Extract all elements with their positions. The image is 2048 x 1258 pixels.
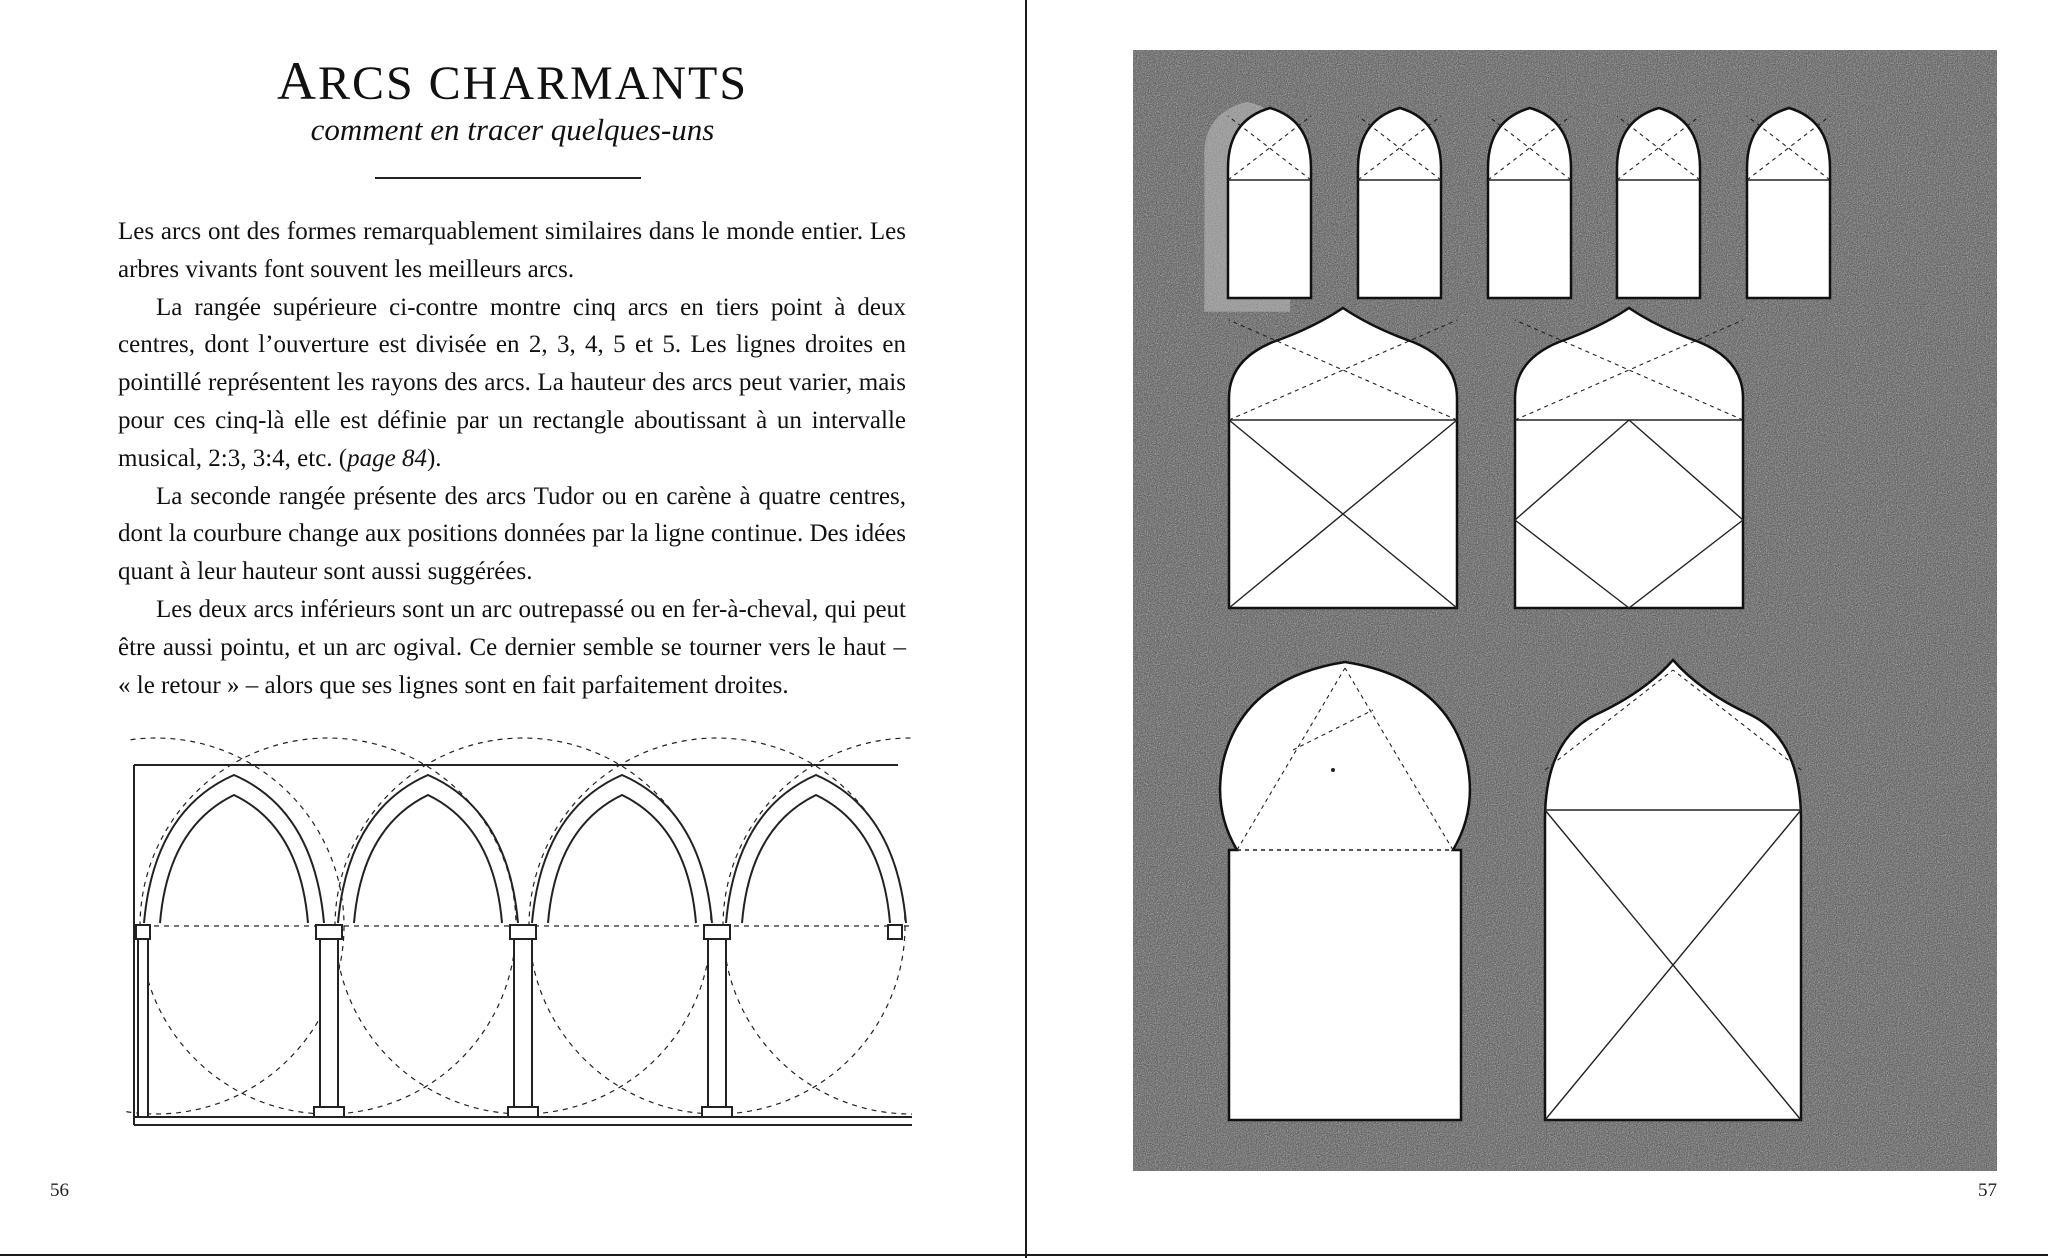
page-reference-link[interactable]: page 84 bbox=[347, 444, 427, 472]
page-number-right: 57 bbox=[1978, 1180, 1997, 1201]
page-number-left: 56 bbox=[50, 1180, 69, 1201]
bottom-rule bbox=[0, 1254, 2048, 1256]
body-text bbox=[118, 213, 906, 704]
title-divider bbox=[375, 177, 641, 179]
arch-plate-illustration bbox=[1133, 50, 1997, 1171]
paragraph-2: La rangée supérieure ci-contre montre cinq arcs en tiers point à deux centres, dont l’ouverture est divisée en 2, 3, 4, 5 et 5. Les lignes droites en pointillé représentent les rayons des arcs. La hauteur des arcs peut varier, mais pour ces cinq-là elle est définie par un rectangle aboutissant à un intervalle musical, 2:3, 3:4, etc. (page 84). bbox=[118, 293, 906, 472]
page-title: ARCS CHARMANTS bbox=[276, 51, 749, 111]
page-subtitle: comment en tracer quelques-uns bbox=[310, 112, 715, 147]
paragraph-1: Les arcs ont des formes remarquablement similaires dans le monde entier. Les arbres vivants font souvent les meilleurs arcs. bbox=[118, 218, 906, 283]
paragraph-4: Les deux arcs inférieurs sont un arc outrepassé ou en fer-à-cheval, qui peut être aussi pointu, et un arc ogival. Ce dernier semble se tourner vers le haut – « le retour » – alors que ses lignes sont en fait parfaitement droites. bbox=[118, 595, 906, 699]
paragraph-3: La seconde rangée présente des arcs Tudor ou en carène à quatre centres, dont la courbure change aux positions données par la ligne continue. Des idées quant à leur hauteur sont aussi suggérées. bbox=[118, 482, 906, 586]
arcade-diagram bbox=[126, 735, 912, 1135]
